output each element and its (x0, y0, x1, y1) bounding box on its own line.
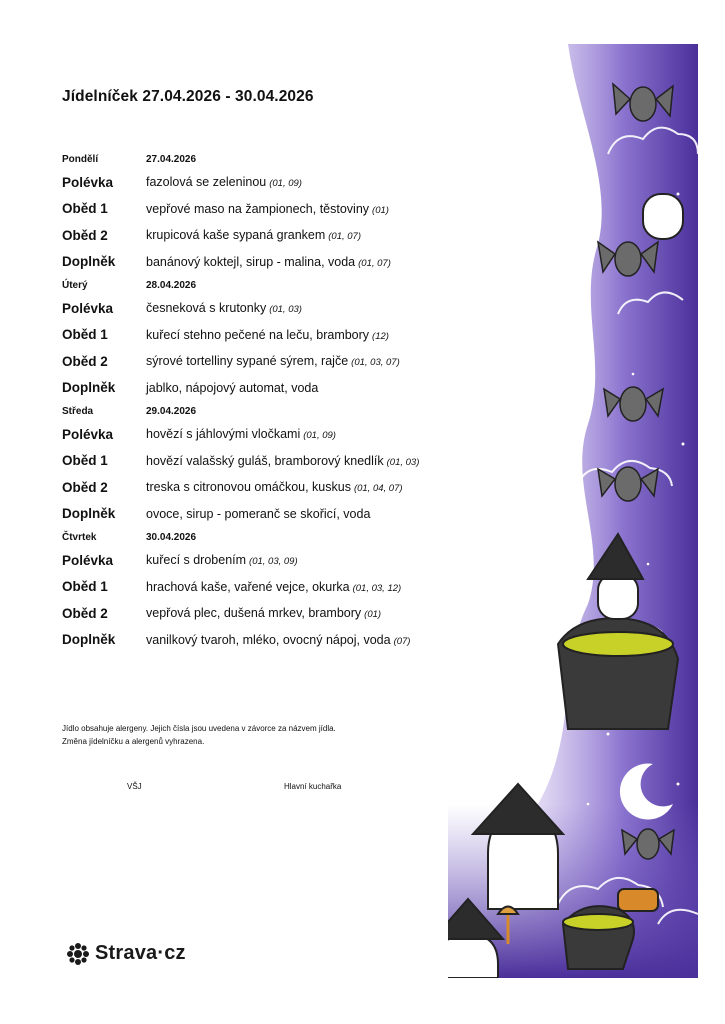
meal-row (62, 501, 482, 528)
meal-description (146, 507, 373, 521)
meal-allergens: (01, 03, 12) (352, 582, 402, 594)
meal-text: vepřové maso na žampionech, těstoviny (146, 201, 370, 216)
meal-text: sýrové tortelliny sypané sýrem, rajče (146, 354, 349, 369)
day-name: Čtvrtek (62, 531, 97, 543)
day-date: 28.04.2026 (146, 279, 197, 291)
meal-description (146, 580, 401, 594)
meal-type: Oběd 2 (62, 479, 108, 495)
meal-allergens: (01, 09) (303, 430, 336, 442)
strava-logo (67, 942, 186, 965)
meal-text: hrachová kaše, vařené vejce, okurka (146, 579, 350, 594)
meal-allergens: (01, 07) (358, 257, 391, 269)
meal-description (146, 454, 419, 468)
meal-text: vepřová plec, dušená mrkev, brambory (146, 606, 362, 621)
change-note-line: Změna jídelníčku a alergenů vyhrazena. (62, 737, 205, 746)
meal-description (146, 606, 381, 620)
day-name: Úterý (62, 279, 88, 291)
meal-description (146, 381, 321, 395)
day-name: Středa (62, 405, 94, 417)
meal-description (146, 175, 302, 189)
meal-text: treska s citronovou omáčkou, kuskus (146, 480, 351, 495)
meal-description (146, 228, 361, 242)
meal-type: Doplněk (62, 380, 116, 396)
day-date: 29.04.2026 (146, 405, 197, 417)
meal-row (62, 627, 482, 654)
meal-text: fazolová se zeleninou (146, 175, 267, 190)
meal-text: hovězí valašský guláš, bramborový knedlík (146, 453, 384, 468)
meal-allergens: (07) (393, 635, 411, 647)
meal-type: Polévka (62, 426, 114, 442)
allergen-notes (62, 722, 336, 748)
meal-type: Doplněk (62, 632, 116, 648)
meal-row (62, 322, 482, 349)
meal-text: ovoce, sirup - pomeranč se skořicí, voda (146, 506, 371, 521)
meal-row (62, 547, 482, 574)
meal-description (146, 553, 298, 567)
meal-description (146, 255, 391, 269)
day-date: 27.04.2026 (146, 153, 197, 165)
meal-allergens: (01) (364, 609, 382, 621)
paw-icon (67, 943, 89, 965)
meal-type: Doplněk (62, 254, 116, 270)
meal-description (146, 328, 389, 342)
meal-allergens: (01, 03, 09) (249, 556, 298, 568)
meal-description (146, 633, 410, 647)
signature-chef: Hlavní kuchařka (284, 782, 342, 791)
meal-description (146, 301, 302, 315)
meal-type: Oběd 1 (62, 579, 108, 595)
meal-allergens: (01, 09) (269, 178, 302, 190)
meal-text: kuřecí stehno pečené na leču, brambory (146, 327, 370, 342)
day-header (62, 275, 482, 295)
day-header (62, 149, 482, 169)
meal-allergens: (01, 03, 07) (351, 357, 400, 369)
meal-type: Polévka (62, 552, 114, 568)
meal-type: Doplněk (62, 506, 116, 522)
day-date: 30.04.2026 (146, 531, 197, 543)
meal-row (62, 421, 482, 448)
meal-text: česneková s krutonky (146, 301, 267, 316)
meal-row (62, 222, 482, 249)
meal-allergens: (12) (372, 330, 389, 342)
meal-type: Polévka (62, 174, 114, 190)
logo-text: Strava·cz (95, 942, 186, 964)
meal-allergens: (01) (372, 204, 389, 216)
meal-type: Oběd 2 (62, 353, 108, 369)
page-title: Jídelníček 27.04.2026 - 30.04.2026 (62, 88, 314, 105)
meal-allergens: (01, 07) (328, 231, 362, 243)
meal-type: Oběd 1 (62, 453, 108, 469)
meal-row (62, 196, 482, 223)
meal-text: krupicová kaše sypaná grankem (146, 228, 326, 243)
day-name: Pondělí (62, 153, 99, 165)
meal-row (62, 600, 482, 627)
allergen-note-line: Jídlo obsahuje alergeny. Jejich čísla jsou uvedena v závorce za názvem jídla. (62, 724, 336, 733)
meal-type: Oběd 1 (62, 201, 108, 217)
meal-description (146, 480, 403, 494)
meal-row (62, 474, 482, 501)
meal-description (146, 202, 389, 216)
meal-row (62, 295, 482, 322)
meal-text: hovězí s jáhlovými vločkami (146, 427, 301, 442)
meal-row (62, 169, 482, 196)
halloween-decoration (448, 44, 698, 978)
meal-description (146, 354, 400, 368)
meal-type: Polévka (62, 300, 114, 316)
meal-type: Oběd 2 (62, 227, 108, 243)
meal-row (62, 249, 482, 276)
meal-allergens: (01, 04, 07) (353, 483, 403, 495)
meal-row (62, 448, 482, 475)
meal-text: vanilkový tvaroh, mléko, ovocný nápoj, voda (146, 632, 391, 647)
meal-row (62, 574, 482, 601)
day-header (62, 401, 482, 421)
meal-text: banánový koktejl, sirup - malina, voda (146, 254, 356, 269)
day-header (62, 527, 482, 547)
menu-page (27, 44, 698, 978)
meal-type: Oběd 2 (62, 605, 108, 621)
meal-allergens: (01, 03) (269, 304, 302, 316)
meal-row (62, 348, 482, 375)
menu-list (62, 149, 482, 653)
signature-vsj: VŠJ (127, 782, 142, 791)
meal-text: kuřecí s drobením (146, 553, 247, 568)
meal-type: Oběd 1 (62, 327, 108, 343)
meal-allergens: (01, 03) (386, 456, 420, 468)
meal-description (146, 427, 336, 441)
meal-row (62, 375, 482, 402)
meal-text: jablko, nápojový automat, voda (146, 380, 319, 395)
